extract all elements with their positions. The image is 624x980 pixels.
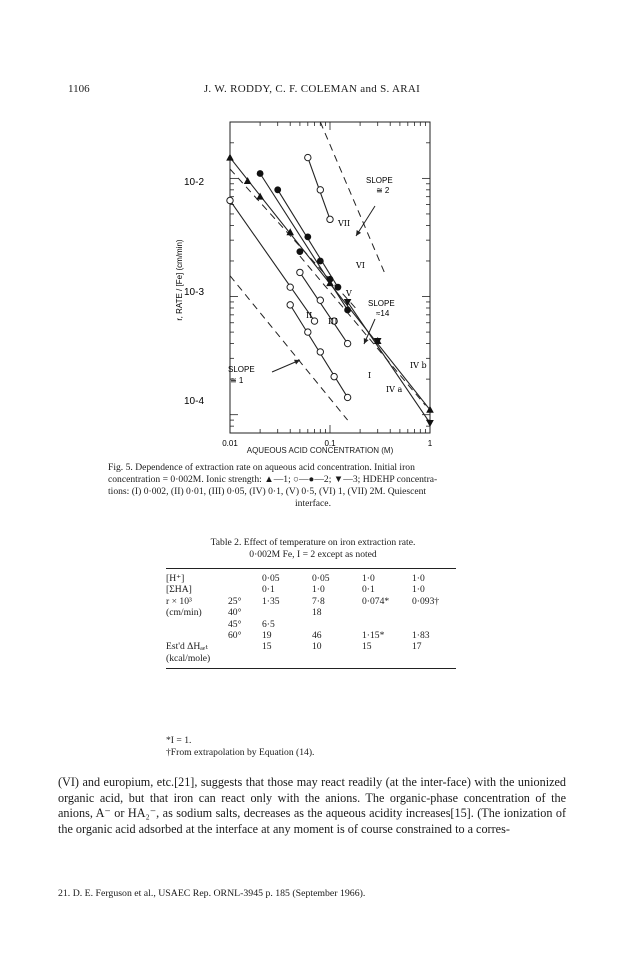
caption-line: interface. xyxy=(295,498,331,509)
x-tick-label: 1 xyxy=(427,439,433,448)
table-cell xyxy=(228,641,262,652)
table-cell xyxy=(362,619,412,630)
line-label: II xyxy=(306,311,313,320)
data-point xyxy=(257,170,264,177)
annotation-arrowhead xyxy=(356,230,361,236)
data-point xyxy=(226,154,234,161)
table-cell xyxy=(362,607,412,618)
table-cell: 0·05 xyxy=(312,569,362,585)
running-head: J. W. RODDY, C. F. COLEMAN and S. ARAI xyxy=(203,83,421,95)
table-row xyxy=(166,569,456,585)
fit-line-ii xyxy=(230,200,315,321)
line-label: IV a xyxy=(386,385,403,394)
data-point xyxy=(335,284,342,291)
table-cell: 1·0 xyxy=(312,584,325,596)
table-row xyxy=(166,653,456,669)
table-cell: (kcal/mole) xyxy=(166,653,228,669)
table-cell: 40° xyxy=(228,607,242,619)
figure-caption xyxy=(108,462,518,510)
table-row xyxy=(166,607,456,618)
y-axis-label: r, RATE / [Fe] (cm/min) xyxy=(175,239,184,321)
table-cell: 25° xyxy=(228,595,242,607)
table-cell xyxy=(228,569,262,585)
data-point xyxy=(305,329,311,335)
caption-line: tions: (I) 0·002, (II) 0·01, (III) 0·05, (IV) 0·1, (V) 0·5, (VI) 1, (VII) 2M. Quiescent xyxy=(108,486,427,497)
table-cell: 1·35 xyxy=(262,595,280,607)
table-cell xyxy=(166,630,228,641)
table-cell: 45° xyxy=(228,618,242,630)
table-cell xyxy=(312,619,362,630)
line-label: IV b xyxy=(410,361,427,370)
data-point xyxy=(327,216,333,222)
data-point xyxy=(317,349,323,355)
table-cell xyxy=(312,653,362,669)
annotation-slope-14-value: ≈14 xyxy=(376,309,390,318)
table-cell xyxy=(262,607,312,618)
y-tick-label: 10-3 xyxy=(183,287,204,298)
table-cell: 0·074* xyxy=(362,595,390,607)
data-point xyxy=(317,258,324,265)
caption-line: Fig. 5. Dependence of extraction rate on aqueous acid concentration. Initial iron xyxy=(108,462,415,473)
y-tick-label: 10-4 xyxy=(183,396,204,407)
table-row xyxy=(166,596,456,607)
line-label: VI xyxy=(356,261,365,270)
table-cell: 17 xyxy=(412,641,422,653)
table-cell: 1·83 xyxy=(412,630,430,642)
body-paragraph: (VI) and europium, etc.[21], suggests that those may react readily (at the inter-face) with the unionized organic acid, but that iron can react only with the anions. The organic-phase concentration of the anions, A⁻ or HA₂⁻, as sodium salts, decreases as the aqueous acidity increases[15]. (The ionization of the organic acid adsorbed at the interface at any moment is of course constrained to a corres- xyxy=(58,775,566,836)
data-point xyxy=(344,340,350,346)
table-cell xyxy=(412,653,456,669)
table-cell: 1·0 xyxy=(412,569,456,585)
table-cell xyxy=(412,619,456,630)
table-cell: 19 xyxy=(262,630,272,642)
data-point xyxy=(296,248,303,255)
table-cell: 0·093† xyxy=(412,595,440,607)
table-cell: 6·5 xyxy=(262,618,275,630)
data-point xyxy=(297,269,303,275)
table-cell: 18 xyxy=(312,607,322,619)
footnote: *I = 1. xyxy=(166,735,192,746)
table-cell: 0·1 xyxy=(262,584,275,596)
x-tick-label: 0.01 xyxy=(222,439,238,448)
caption-line: concentration = 0·002M. Ionic strength: ▲—1; ○—●—2; ▼—3; HDEHP concentra- xyxy=(108,474,438,485)
table-subtitle: 0·002M Fe, I = 2 except as noted xyxy=(249,549,377,560)
data-point xyxy=(287,284,293,290)
table-title-block xyxy=(108,537,518,561)
annotation-slope-1: SLOPE xyxy=(228,365,255,374)
table-cell xyxy=(166,619,228,630)
annotation-slope-2-value: ≅ 2 xyxy=(376,186,390,195)
table-cell: [H⁺] xyxy=(166,569,228,585)
table-cell: (cm/min) xyxy=(166,607,202,619)
table-cell: 10 xyxy=(312,641,322,653)
data-point xyxy=(327,276,334,283)
data-point xyxy=(227,197,233,203)
data-point xyxy=(274,186,281,193)
table-footnotes xyxy=(166,735,314,759)
table-row xyxy=(166,584,456,595)
table-cell: 1·0 xyxy=(412,584,425,596)
fit-line-v xyxy=(260,173,351,309)
temperature-table xyxy=(166,568,456,669)
table-title: Table 2. Effect of temperature on iron extraction rate. xyxy=(210,537,416,548)
table-cell: r × 10³ xyxy=(166,595,192,607)
table-row xyxy=(166,630,456,641)
line-label: V xyxy=(346,289,352,298)
data-point xyxy=(256,193,264,200)
table-row xyxy=(166,619,456,630)
table-cell xyxy=(412,607,456,618)
table-cell: 0·05 xyxy=(262,569,312,585)
table-cell xyxy=(228,584,262,595)
slope-guide-line xyxy=(230,276,348,420)
data-point xyxy=(331,373,337,379)
data-point xyxy=(317,187,323,193)
data-point xyxy=(344,394,350,400)
data-point xyxy=(305,154,311,160)
line-label: VII xyxy=(338,219,351,228)
table-cell: 46 xyxy=(312,630,322,642)
data-point xyxy=(344,307,351,314)
table-cell: 1·0 xyxy=(362,569,412,585)
page-number: 1106 xyxy=(68,83,90,95)
annotation-slope-1-value: ≅ 1 xyxy=(230,376,244,385)
table-cell: Est'd ΔHₐₑₜ xyxy=(166,641,208,653)
x-tick-label: 0.1 xyxy=(324,439,336,448)
table-cell: 15 xyxy=(262,641,272,653)
slope-guide-line xyxy=(320,122,384,272)
table-cell: 0·1 xyxy=(362,584,375,596)
table-cell xyxy=(362,653,412,669)
table-cell xyxy=(228,653,262,669)
footnote: †From extrapolation by Equation (14). xyxy=(166,747,315,758)
line-label: I xyxy=(368,371,372,380)
data-point xyxy=(287,302,293,308)
y-tick-label: 10-2 xyxy=(183,177,204,188)
table-row xyxy=(166,641,456,652)
table-cell: [ΣHA] xyxy=(166,584,192,596)
x-axis-label: AQUEOUS ACID CONCENTRATION (M) xyxy=(246,446,394,455)
data-point xyxy=(317,297,323,303)
slope-guide-line xyxy=(300,256,426,405)
figure-plot xyxy=(160,110,460,455)
reference-21: 21. D. E. Ferguson et al., USAEC Rep. ORNL-3945 p. 185 (September 1966). xyxy=(58,888,366,899)
annotation-slope-2: SLOPE xyxy=(366,176,393,185)
table-cell xyxy=(262,653,312,669)
table-cell: 60° xyxy=(228,630,242,642)
data-point xyxy=(304,233,311,240)
line-label: III xyxy=(328,317,338,326)
annotation-slope-14: SLOPE xyxy=(368,299,395,308)
table-cell: 1·15* xyxy=(362,630,385,642)
figure-5 xyxy=(160,110,460,455)
table-cell: 7·8 xyxy=(312,595,325,607)
table-cell: 15 xyxy=(362,641,372,653)
data-point xyxy=(244,177,252,184)
